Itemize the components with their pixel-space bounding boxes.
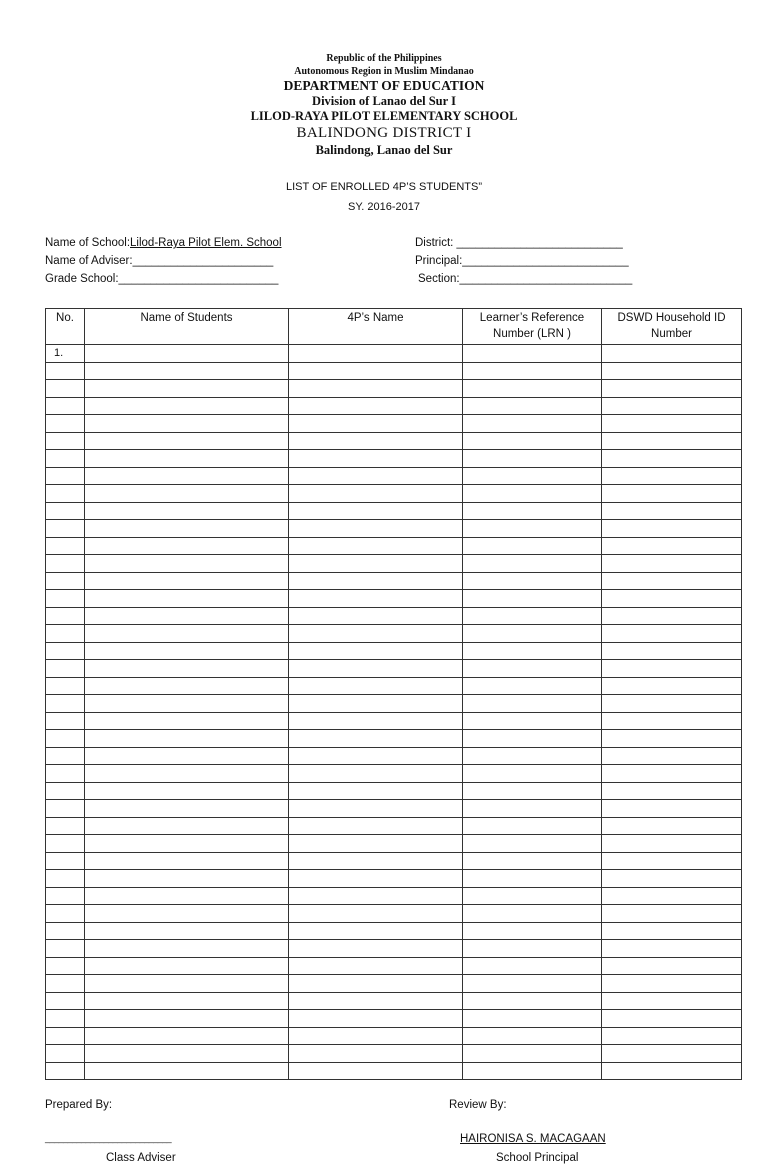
section-field: Section:___________________________ xyxy=(418,273,633,285)
table-cell xyxy=(289,747,463,765)
adviser-field: Name of Adviser:______________________ xyxy=(45,255,274,267)
table-cell xyxy=(85,852,289,870)
header-4ps-name: 4P’s Name xyxy=(289,309,463,345)
table-cell xyxy=(463,922,602,940)
table-row xyxy=(46,800,742,818)
table-cell xyxy=(289,555,463,573)
table-row xyxy=(46,520,742,538)
row-number-cell xyxy=(46,940,85,958)
table-cell xyxy=(289,642,463,660)
row-number-cell xyxy=(46,1062,85,1080)
table-row xyxy=(46,362,742,380)
table-cell xyxy=(602,922,742,940)
table-cell xyxy=(289,432,463,450)
table-cell xyxy=(463,1062,602,1080)
table-row xyxy=(46,397,742,415)
row-number-cell xyxy=(46,625,85,643)
row-number-cell xyxy=(46,765,85,783)
row-number-cell xyxy=(46,922,85,940)
table-row xyxy=(46,625,742,643)
table-cell xyxy=(85,765,289,783)
table-cell xyxy=(85,835,289,853)
table-cell xyxy=(463,677,602,695)
table-cell xyxy=(85,975,289,993)
table-cell xyxy=(85,712,289,730)
table-cell xyxy=(463,502,602,520)
table-cell xyxy=(289,590,463,608)
principal-name: HAIRONISA S. MACAGAAN xyxy=(460,1133,606,1145)
table-cell xyxy=(463,940,602,958)
school-value: Lilod-Raya Pilot Elem. School xyxy=(130,237,282,249)
table-cell xyxy=(463,695,602,713)
table-cell xyxy=(289,922,463,940)
table-cell xyxy=(289,660,463,678)
table-cell xyxy=(289,835,463,853)
table-row xyxy=(46,415,742,433)
table-row xyxy=(46,450,742,468)
table-cell xyxy=(85,467,289,485)
table-row xyxy=(46,887,742,905)
table-cell xyxy=(289,1027,463,1045)
table-cell xyxy=(602,905,742,923)
table-cell xyxy=(289,992,463,1010)
table-cell xyxy=(289,572,463,590)
table-row xyxy=(46,1010,742,1028)
row-number-cell xyxy=(46,747,85,765)
table-cell xyxy=(289,1045,463,1063)
table-row xyxy=(46,572,742,590)
row-number-cell xyxy=(46,1027,85,1045)
table-cell xyxy=(602,730,742,748)
table-cell xyxy=(85,362,289,380)
table-cell xyxy=(602,450,742,468)
table-cell xyxy=(602,800,742,818)
table-cell xyxy=(602,590,742,608)
table-cell xyxy=(602,1062,742,1080)
table-cell xyxy=(289,607,463,625)
table-cell xyxy=(602,940,742,958)
review-by-label: Review By: xyxy=(449,1099,507,1111)
table-cell xyxy=(85,677,289,695)
table-cell xyxy=(85,782,289,800)
table-cell xyxy=(85,957,289,975)
table-cell xyxy=(289,712,463,730)
table-cell xyxy=(289,852,463,870)
table-cell xyxy=(463,415,602,433)
table-cell xyxy=(85,590,289,608)
table-cell xyxy=(463,817,602,835)
row-number-cell xyxy=(46,450,85,468)
row-number-cell xyxy=(46,362,85,380)
table-row xyxy=(46,432,742,450)
header-location: Balindong, Lanao del Sur xyxy=(315,143,453,157)
header-region: Autonomous Region in Muslim Mindanao xyxy=(294,66,474,77)
row-number-cell xyxy=(46,572,85,590)
table-cell xyxy=(85,1045,289,1063)
row-number-cell xyxy=(46,432,85,450)
row-number-cell xyxy=(46,817,85,835)
header-division: Division of Lanao del Sur I xyxy=(312,94,456,108)
row-number-cell xyxy=(46,695,85,713)
table-cell xyxy=(463,747,602,765)
row-number-cell xyxy=(46,380,85,398)
grade-field: Grade School:_________________________ xyxy=(45,273,279,285)
table-cell xyxy=(85,537,289,555)
table-cell xyxy=(85,660,289,678)
principal-field: Principal:__________________________ xyxy=(415,255,629,267)
table-cell xyxy=(463,607,602,625)
table-cell xyxy=(602,677,742,695)
table-cell xyxy=(463,887,602,905)
table-row xyxy=(46,345,742,363)
table-row xyxy=(46,712,742,730)
header-department: DEPARTMENT OF EDUCATION xyxy=(283,78,485,93)
prepared-by-label: Prepared By: xyxy=(45,1099,113,1111)
table-cell xyxy=(602,642,742,660)
table-cell xyxy=(85,922,289,940)
table-cell xyxy=(463,590,602,608)
table-cell xyxy=(289,887,463,905)
row-number-cell xyxy=(46,1010,85,1028)
table-cell xyxy=(289,695,463,713)
row-number-cell xyxy=(46,870,85,888)
table-cell xyxy=(85,992,289,1010)
table-row xyxy=(46,1027,742,1045)
table-cell xyxy=(85,1027,289,1045)
table-cell xyxy=(85,397,289,415)
row-number-cell xyxy=(46,712,85,730)
table-cell xyxy=(289,765,463,783)
table-cell xyxy=(289,485,463,503)
table-cell xyxy=(289,415,463,433)
table-cell xyxy=(289,870,463,888)
table-cell xyxy=(85,642,289,660)
table-cell xyxy=(289,397,463,415)
table-cell xyxy=(463,625,602,643)
table-cell xyxy=(602,415,742,433)
table-cell xyxy=(289,905,463,923)
table-row xyxy=(46,660,742,678)
row-number-cell xyxy=(46,520,85,538)
table-cell xyxy=(463,800,602,818)
row-number-cell xyxy=(46,660,85,678)
table-cell xyxy=(463,345,602,363)
row-number-cell xyxy=(46,555,85,573)
table-cell xyxy=(463,537,602,555)
row-number-cell xyxy=(46,642,85,660)
table-cell xyxy=(85,1062,289,1080)
table-cell xyxy=(463,660,602,678)
table-row xyxy=(46,835,742,853)
table-cell xyxy=(463,782,602,800)
table-cell xyxy=(602,502,742,520)
table-row xyxy=(46,922,742,940)
table-cell xyxy=(289,345,463,363)
table-cell xyxy=(289,782,463,800)
header-lrn: Learner’s Reference Number (LRN ) xyxy=(463,309,602,345)
row-number-cell xyxy=(46,992,85,1010)
table-cell xyxy=(289,677,463,695)
table-row xyxy=(46,817,742,835)
table-cell xyxy=(85,415,289,433)
row-number-cell: 1. xyxy=(46,345,85,363)
adviser-signature-line: ____________________________ xyxy=(45,1133,172,1143)
table-cell xyxy=(85,345,289,363)
table-row xyxy=(46,677,742,695)
table-row xyxy=(46,852,742,870)
table-cell xyxy=(463,432,602,450)
table-cell xyxy=(602,1027,742,1045)
table-row xyxy=(46,957,742,975)
table-cell xyxy=(463,992,602,1010)
table-row xyxy=(46,380,742,398)
table-cell xyxy=(602,887,742,905)
row-number-cell xyxy=(46,677,85,695)
table-cell xyxy=(289,800,463,818)
table-cell xyxy=(463,397,602,415)
table-cell xyxy=(463,957,602,975)
table-cell xyxy=(289,940,463,958)
table-cell xyxy=(463,642,602,660)
school-year: SY. 2016-2017 xyxy=(348,201,420,213)
table-row xyxy=(46,485,742,503)
table-cell xyxy=(602,380,742,398)
table-cell xyxy=(463,485,602,503)
students-table xyxy=(45,308,742,1080)
table-row xyxy=(46,747,742,765)
table-cell xyxy=(289,537,463,555)
table-cell xyxy=(463,712,602,730)
row-number-cell xyxy=(46,835,85,853)
table-body xyxy=(46,345,742,1080)
table-cell xyxy=(602,870,742,888)
header-republic: Republic of the Philippines xyxy=(326,53,442,64)
table-cell xyxy=(289,1062,463,1080)
table-cell xyxy=(602,1045,742,1063)
table-cell xyxy=(85,800,289,818)
table-cell xyxy=(463,380,602,398)
row-number-cell xyxy=(46,1045,85,1063)
table-cell xyxy=(602,660,742,678)
table-cell xyxy=(602,485,742,503)
table-row xyxy=(46,870,742,888)
row-number-cell xyxy=(46,537,85,555)
table-cell xyxy=(602,817,742,835)
row-number-cell xyxy=(46,415,85,433)
school-field xyxy=(45,237,282,249)
table-row xyxy=(46,537,742,555)
table-cell xyxy=(463,975,602,993)
table-cell xyxy=(85,870,289,888)
table-cell xyxy=(602,695,742,713)
list-title: LIST OF ENROLLED 4P’S STUDENTS” xyxy=(285,181,482,193)
row-number-cell xyxy=(46,730,85,748)
row-number-cell xyxy=(46,397,85,415)
row-number-cell xyxy=(46,607,85,625)
table-cell xyxy=(602,537,742,555)
header-no: No. xyxy=(46,309,85,345)
table-row xyxy=(46,975,742,993)
table-cell xyxy=(463,1045,602,1063)
table-cell xyxy=(602,975,742,993)
table-cell xyxy=(85,485,289,503)
table-cell xyxy=(602,712,742,730)
table-cell xyxy=(602,625,742,643)
document-header xyxy=(0,52,768,158)
table-cell xyxy=(602,362,742,380)
table-cell xyxy=(289,450,463,468)
table-row xyxy=(46,590,742,608)
table-cell xyxy=(602,1010,742,1028)
table-cell xyxy=(602,835,742,853)
row-number-cell xyxy=(46,905,85,923)
table-cell xyxy=(463,450,602,468)
table-row xyxy=(46,555,742,573)
table-cell xyxy=(85,555,289,573)
table-cell xyxy=(289,817,463,835)
table-cell xyxy=(289,975,463,993)
table-cell xyxy=(602,467,742,485)
table-cell xyxy=(602,520,742,538)
table-cell xyxy=(85,450,289,468)
row-number-cell xyxy=(46,957,85,975)
table-cell xyxy=(602,345,742,363)
table-cell xyxy=(85,730,289,748)
row-number-cell xyxy=(46,800,85,818)
table-cell xyxy=(85,607,289,625)
table-cell xyxy=(463,870,602,888)
table-row xyxy=(46,1045,742,1063)
table-cell xyxy=(85,502,289,520)
table-cell xyxy=(289,502,463,520)
table-cell xyxy=(289,362,463,380)
table-row xyxy=(46,467,742,485)
table-cell xyxy=(85,817,289,835)
table-cell xyxy=(602,747,742,765)
table-row xyxy=(46,940,742,958)
table-row xyxy=(46,502,742,520)
table-cell xyxy=(85,940,289,958)
class-adviser-label: Class Adviser xyxy=(106,1152,176,1164)
table-row xyxy=(46,765,742,783)
table-row xyxy=(46,1062,742,1080)
table-row xyxy=(46,642,742,660)
table-cell xyxy=(602,397,742,415)
table-cell xyxy=(463,730,602,748)
table-cell xyxy=(463,467,602,485)
table-cell xyxy=(85,572,289,590)
table-cell xyxy=(463,1027,602,1045)
district-field: District: __________________________ xyxy=(415,237,623,249)
table-cell xyxy=(85,1010,289,1028)
table-cell xyxy=(463,905,602,923)
table-row xyxy=(46,905,742,923)
table-cell xyxy=(463,835,602,853)
table-cell xyxy=(289,520,463,538)
table-cell xyxy=(85,905,289,923)
header-name-of-students: Name of Students xyxy=(85,309,289,345)
table-cell xyxy=(463,852,602,870)
header-school: LILOD-RAYA PILOT ELEMENTARY SCHOOL xyxy=(250,109,518,123)
table-cell xyxy=(463,765,602,783)
table-cell xyxy=(602,957,742,975)
table-cell xyxy=(85,432,289,450)
table-cell xyxy=(289,957,463,975)
table-cell xyxy=(289,625,463,643)
table-cell xyxy=(289,1010,463,1028)
table-row xyxy=(46,730,742,748)
row-number-cell xyxy=(46,502,85,520)
table-cell xyxy=(463,362,602,380)
table-cell xyxy=(602,572,742,590)
table-cell xyxy=(602,555,742,573)
table-cell xyxy=(602,852,742,870)
table-cell xyxy=(602,782,742,800)
table-cell xyxy=(463,520,602,538)
table-cell xyxy=(602,432,742,450)
table-row xyxy=(46,695,742,713)
table-cell xyxy=(602,607,742,625)
school-label: Name of School: xyxy=(45,237,131,249)
table-cell xyxy=(85,747,289,765)
row-number-cell xyxy=(46,782,85,800)
table-cell xyxy=(463,1010,602,1028)
table-cell xyxy=(85,887,289,905)
header-dswd-id: DSWD Household ID Number xyxy=(602,309,742,345)
row-number-cell xyxy=(46,467,85,485)
table-cell xyxy=(463,572,602,590)
row-number-cell xyxy=(46,590,85,608)
table-cell xyxy=(289,380,463,398)
table-cell xyxy=(85,520,289,538)
table-cell xyxy=(602,765,742,783)
table-cell xyxy=(463,555,602,573)
header-district: BALINDONG DISTRICT I xyxy=(296,125,472,141)
row-number-cell xyxy=(46,887,85,905)
table-cell xyxy=(289,730,463,748)
table-header-row xyxy=(46,309,742,345)
table-cell xyxy=(289,467,463,485)
table-cell xyxy=(85,625,289,643)
school-principal-label: School Principal xyxy=(496,1152,579,1164)
table-row xyxy=(46,607,742,625)
table-cell xyxy=(602,992,742,1010)
row-number-cell xyxy=(46,975,85,993)
table-cell xyxy=(85,380,289,398)
row-number-cell xyxy=(46,852,85,870)
table-row xyxy=(46,992,742,1010)
table-cell xyxy=(85,695,289,713)
table-row xyxy=(46,782,742,800)
row-number-cell xyxy=(46,485,85,503)
